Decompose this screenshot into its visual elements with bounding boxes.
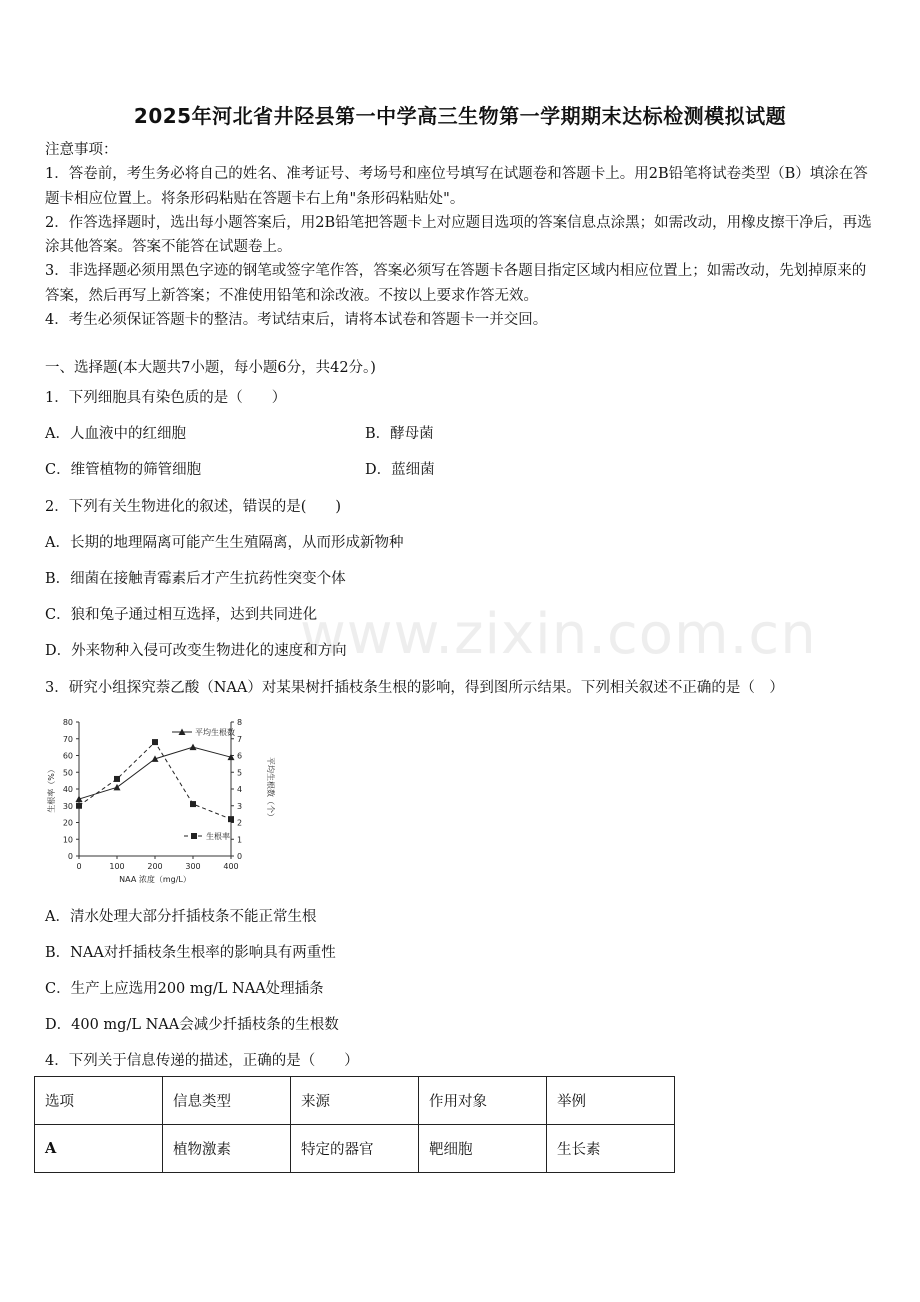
rooting-rate-point xyxy=(114,776,120,782)
notice-item-4: 4．考生必须保证答题卡的整洁。考试结束后，请将本试卷和答题卡一并交回。 xyxy=(45,312,548,329)
q2-stem: 2．下列有关生物进化的叙述，错误的是( ) xyxy=(45,499,342,515)
left-tick-label: 60 xyxy=(62,751,73,761)
right-tick-label: 3 xyxy=(237,801,243,811)
rooting-rate-point xyxy=(76,803,82,809)
section-heading: 一、选择题(本大题共7小题，每小题6分，共42分。) xyxy=(45,360,376,376)
x-tick-label: 400 xyxy=(223,862,239,871)
legend-marker-rate xyxy=(191,833,197,839)
x-tick-label: 0 xyxy=(76,862,82,871)
series-line-avg-root-count xyxy=(79,747,231,799)
info-table xyxy=(34,1076,675,1173)
right-tick-label: 1 xyxy=(237,835,243,845)
notice-item-1: 1．答卷前，考生务必将自己的姓名、准考证号、考场号和座位号填写在试题卷和答题卡上。用2B铅笔将试卷类型（B）填涂在答题卡相应位置上。将条形码粘贴在答题卡右上角"条形码粘贴处"。 xyxy=(45,166,868,207)
table-cell: A xyxy=(35,1125,163,1173)
rooting-rate-point xyxy=(228,816,234,822)
x-tick-label: 100 xyxy=(109,862,125,871)
watermark: www.zixin.com.cn xyxy=(300,602,817,667)
x-tick-label: 300 xyxy=(185,862,201,871)
legend-label-rate: 生根率 xyxy=(206,832,230,841)
table-header-cell: 来源 xyxy=(291,1077,419,1125)
avg-root-count-point xyxy=(114,784,121,791)
left-axis-label: 生根率（%） xyxy=(47,765,56,813)
table-cell: 靶细胞 xyxy=(419,1125,547,1173)
left-tick-label: 30 xyxy=(62,801,73,811)
q3-option-c: C．生产上应选用200 mg/L NAA处理插条 xyxy=(45,981,324,997)
q2-option-a: A．长期的地理隔离可能产生生殖隔离，从而形成新物种 xyxy=(45,535,404,551)
right-tick-label: 7 xyxy=(237,734,243,744)
notice-heading: 注意事项： xyxy=(45,142,118,158)
series-line-rooting-rate xyxy=(79,742,231,819)
page-title: 2025年河北省井陉县第一中学高三生物第一学期期末达标检测模拟试题 xyxy=(133,104,787,128)
q3-stem: 3．研究小组探究萘乙酸（NAA）对某果树扦插枝条生根的影响，得到图所示结果。下列相关叙述不正确的是（ ） xyxy=(45,680,784,696)
table-header-cell: 作用对象 xyxy=(419,1077,547,1125)
notice-item-2: 2．作答选择题时，选出每小题答案后，用2B铅笔把答题卡上对应题目选项的答案信息点涂黑；如需改动，用橡皮擦干净后，再选涂其他答案。答案不能答在试题卷上。 xyxy=(45,214,872,256)
notice-item-3: 3．非选择题必须用黑色字迹的钢笔或签字笔作答，答案必须写在答题卡各题目指定区域内相应位置上；如需改动，先划掉原来的答案，然后再写上新答案；不准使用铅笔和涂改液。不按以上要求作答无效。 xyxy=(45,263,867,304)
q3-option-a: A．清水处理大部分扦插枝条不能正常生根 xyxy=(45,909,317,925)
right-tick-label: 5 xyxy=(237,768,243,778)
left-tick-label: 40 xyxy=(62,785,73,794)
q1-option-d: D．蓝细菌 xyxy=(365,462,435,478)
right-tick-label: 0 xyxy=(237,852,243,861)
q2-option-c: C．狼和兔子通过相互选择，达到共同进化 xyxy=(45,607,318,623)
left-tick-label: 50 xyxy=(62,768,73,778)
table-header-cell: 信息类型 xyxy=(163,1077,291,1125)
naa-rooting-chart xyxy=(44,712,274,892)
table-header-row xyxy=(35,1077,675,1125)
q1-stem: 1．下列细胞具有染色质的是（ ） xyxy=(45,390,287,406)
table-cell: 特定的器官 xyxy=(291,1125,419,1173)
q3-option-b: B．NAA对扦插枝条生根率的影响具有两重性 xyxy=(45,945,336,961)
right-tick-label: 2 xyxy=(237,818,243,828)
table-cell: 植物激素 xyxy=(163,1125,291,1173)
table-header-cell: 选项 xyxy=(35,1077,163,1125)
rooting-rate-point xyxy=(190,801,196,807)
table-cell: 生长素 xyxy=(547,1125,675,1173)
left-tick-label: 70 xyxy=(62,734,73,744)
right-axis-label: 平均生根数（个） xyxy=(266,757,275,821)
left-tick-label: 0 xyxy=(67,852,73,861)
right-tick-label: 4 xyxy=(237,785,243,794)
notice-block xyxy=(45,138,880,332)
q3-option-d: D．400 mg/L NAA会减少扦插枝条的生根数 xyxy=(45,1017,339,1033)
right-tick-label: 6 xyxy=(237,751,243,761)
left-tick-label: 80 xyxy=(62,718,73,727)
left-tick-label: 20 xyxy=(62,818,73,828)
right-tick-label: 8 xyxy=(237,718,243,727)
q4-stem: 4．下列关于信息传递的描述，正确的是（ ） xyxy=(45,1053,359,1069)
q2-option-b: B．细菌在接触青霉素后才产生抗药性突变个体 xyxy=(45,571,346,587)
q1-option-a: A．人血液中的红细胞 xyxy=(45,426,186,442)
rooting-rate-point xyxy=(152,739,158,745)
left-tick-label: 10 xyxy=(62,835,73,845)
x-axis-label: NAA 浓度（mg/L） xyxy=(119,875,191,884)
avg-root-count-point xyxy=(190,744,197,751)
table-row xyxy=(35,1125,675,1173)
table-header-cell: 举例 xyxy=(547,1077,675,1125)
q1-option-c: C．维管植物的筛管细胞 xyxy=(45,462,202,478)
legend-label-avg: 平均生根数 xyxy=(195,728,235,737)
q2-option-d: D．外来物种入侵可改变生物进化的速度和方向 xyxy=(45,643,347,659)
x-tick-label: 200 xyxy=(147,862,163,871)
q1-option-b: B．酵母菌 xyxy=(365,426,434,442)
